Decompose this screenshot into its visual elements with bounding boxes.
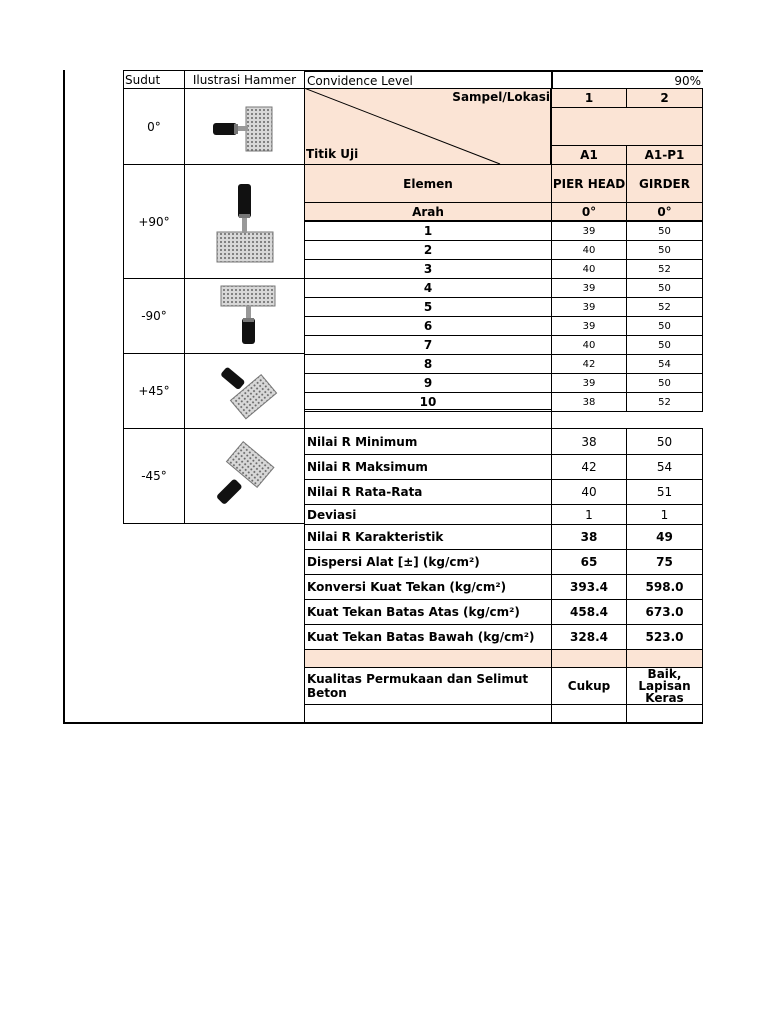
reading-value-a: 40 — [551, 335, 627, 355]
reading-number: 2 — [304, 240, 552, 260]
confidence-label: Convidence Level — [304, 70, 552, 89]
stat-label: Nilai R Maksimum — [304, 454, 552, 480]
reading-value-a: 40 — [551, 259, 627, 279]
quality-label: Kualitas Permukaan dan Selimut Beton — [304, 667, 552, 705]
stat-value-a: 328.4 — [551, 624, 627, 650]
angle-minus45: -45° — [123, 428, 185, 524]
stat-value-a: 38 — [551, 428, 627, 455]
hammer-plus45-icon — [212, 360, 282, 424]
sample-no-2: 2 — [626, 88, 703, 108]
reading-value-b: 52 — [626, 392, 703, 412]
reading-value-b: 50 — [626, 278, 703, 298]
reading-value-a: 39 — [551, 221, 627, 241]
reading-number: 1 — [304, 221, 552, 241]
hammer-plus90-icon — [215, 180, 275, 266]
stat-label: Kuat Tekan Batas Atas (kg/cm²) — [304, 599, 552, 625]
stat-label: Konversi Kuat Tekan (kg/cm²) — [304, 574, 552, 600]
hammer-minus90-icon — [218, 284, 278, 348]
final-blank-a — [551, 704, 627, 723]
stat-label: Nilai R Minimum — [304, 428, 552, 455]
stat-value-b: 50 — [626, 428, 703, 455]
reading-value-b: 50 — [626, 240, 703, 260]
ilustrasi-header: Ilustrasi Hammer — [184, 70, 305, 89]
stat-value-a: 40 — [551, 479, 627, 505]
reading-value-a: 39 — [551, 278, 627, 298]
angle-plus45: +45° — [123, 353, 185, 429]
stat-value-a: 393.4 — [551, 574, 627, 600]
stat-value-b: 49 — [626, 524, 703, 550]
reading-value-a: 38 — [551, 392, 627, 412]
spacer-divider-2 — [626, 649, 627, 668]
titik-1: A1 — [551, 145, 627, 165]
sudut-header: Sudut — [123, 70, 185, 89]
stat-value-b: 598.0 — [626, 574, 703, 600]
final-blank-label — [304, 704, 552, 723]
hammer-minus45-icon — [200, 436, 280, 516]
stat-value-a: 38 — [551, 524, 627, 550]
reading-value-a: 39 — [551, 297, 627, 317]
reading-value-b: 50 — [626, 316, 703, 336]
stat-value-a: 1 — [551, 504, 627, 525]
blank-row-label — [304, 409, 552, 429]
elemen-1: PIER HEAD — [551, 164, 627, 203]
page-left-border — [63, 70, 65, 724]
arah-2: 0° — [626, 202, 703, 222]
angle-plus90: +90° — [123, 164, 185, 279]
reading-value-a: 39 — [551, 316, 627, 336]
reading-number: 5 — [304, 297, 552, 317]
reading-number: 3 — [304, 259, 552, 279]
stat-value-b: 75 — [626, 549, 703, 575]
stat-value-a: 458.4 — [551, 599, 627, 625]
stat-label: Deviasi — [304, 504, 552, 525]
spacer-divider-1 — [551, 649, 552, 668]
stat-value-a: 65 — [551, 549, 627, 575]
reading-number: 8 — [304, 354, 552, 374]
arah-1: 0° — [551, 202, 627, 222]
reading-number: 6 — [304, 316, 552, 336]
stat-value-b: 523.0 — [626, 624, 703, 650]
reading-number: 7 — [304, 335, 552, 355]
reading-value-b: 54 — [626, 354, 703, 374]
stat-value-a: 42 — [551, 454, 627, 480]
elemen-label: Elemen — [304, 164, 552, 203]
titik-uji-label: Titik Uji — [306, 147, 359, 161]
elemen-2: GIRDER — [626, 164, 703, 203]
quality-a: Cukup — [551, 667, 627, 705]
reading-value-a: 40 — [551, 240, 627, 260]
reading-value-b: 50 — [626, 335, 703, 355]
stat-label: Nilai R Rata-Rata — [304, 479, 552, 505]
final-blank-b — [626, 704, 703, 723]
sample-blank-row — [551, 107, 703, 146]
reading-value-b: 52 — [626, 297, 703, 317]
reading-value-a: 39 — [551, 373, 627, 393]
stat-label: Kuat Tekan Batas Bawah (kg/cm²) — [304, 624, 552, 650]
titik-2: A1-P1 — [626, 145, 703, 165]
quality-b: Baik, Lapisan Keras — [626, 667, 703, 705]
hammer-0-icon — [210, 104, 275, 154]
reading-number: 4 — [304, 278, 552, 298]
reading-number: 9 — [304, 373, 552, 393]
confidence-value: 90% — [551, 70, 703, 89]
angle-0: 0° — [123, 88, 185, 165]
stat-value-b: 1 — [626, 504, 703, 525]
reading-value-b: 50 — [626, 221, 703, 241]
sampel-lokasi-label: Sampel/Lokasi — [452, 90, 550, 104]
reading-number: 10 — [304, 392, 552, 412]
stat-value-b: 51 — [626, 479, 703, 505]
stat-value-b: 673.0 — [626, 599, 703, 625]
quality-spacer — [304, 649, 703, 668]
reading-value-b: 52 — [626, 259, 703, 279]
stat-value-b: 54 — [626, 454, 703, 480]
arah-label: Arah — [304, 202, 552, 222]
stat-label: Nilai R Karakteristik — [304, 524, 552, 550]
sample-no-1: 1 — [551, 88, 627, 108]
angle-minus90: -90° — [123, 278, 185, 354]
reading-value-a: 42 — [551, 354, 627, 374]
reading-value-b: 50 — [626, 373, 703, 393]
stat-label: Dispersi Alat [±] (kg/cm²) — [304, 549, 552, 575]
